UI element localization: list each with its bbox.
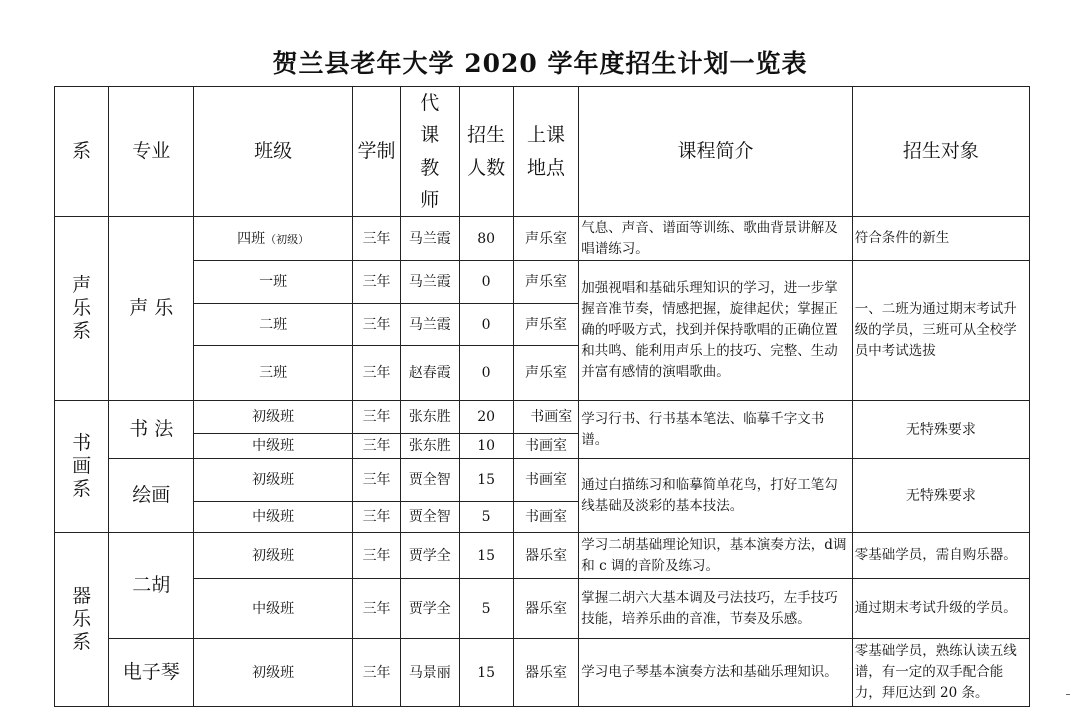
page-title: 贺兰县老年大学 2020 学年度招生计划一览表: [272, 49, 808, 78]
header-duration: 学制: [353, 87, 401, 217]
enroll-cell: 20: [459, 401, 513, 434]
teacher-cell: 马景丽: [401, 639, 459, 707]
duration-cell: 三年: [353, 217, 401, 261]
course-desc: 学习行书、行书基本笔法、临摹千字文书谱。: [579, 401, 852, 459]
course-desc: 通过白描练习和临摹简单花鸟，打好工笔勾线基础及淡彩的基本技法。: [579, 459, 852, 533]
class-cell: 四班（初级）: [194, 217, 353, 261]
enroll-cell: 15: [459, 533, 513, 579]
location-cell: 声乐室: [513, 304, 579, 346]
major-vocal: 声 乐: [109, 217, 194, 401]
duration-cell: 三年: [353, 434, 401, 459]
table-row: [55, 639, 1030, 707]
teacher-cell: 贾学全: [401, 533, 459, 579]
dept-instrument: 器乐系: [55, 533, 109, 707]
course-desc: 学习电子琴基本演奏方法和基础乐理知识。: [579, 639, 852, 707]
enroll-cell: 15: [459, 639, 513, 707]
course-desc: 掌握二胡六大基本调及弓法技巧，左手技巧技能，培养乐曲的音准，节奏及乐感。: [579, 579, 852, 639]
header-dept: 系: [55, 87, 109, 217]
header-row: [55, 87, 1030, 217]
duration-cell: 三年: [353, 346, 401, 401]
dept-art: 书画系: [55, 401, 109, 533]
enroll-cell: 80: [459, 217, 513, 261]
class-cell: 中级班: [194, 434, 353, 459]
teacher-cell: 马兰霞: [401, 304, 459, 346]
class-cell: 初级班: [194, 639, 353, 707]
class-cell: 二班: [194, 304, 353, 346]
class-cell: 初级班: [194, 459, 353, 502]
location-cell: 书画室: [513, 434, 579, 459]
target-cell: 无特殊要求: [852, 459, 1029, 533]
location-cell: 声乐室: [513, 217, 579, 261]
teacher-cell: 马兰霞: [401, 261, 459, 304]
major-calligraphy: 书 法: [109, 401, 194, 459]
enroll-cell: 0: [459, 261, 513, 304]
target-cell: 符合条件的新生: [852, 217, 1029, 261]
enroll-cell: 15: [459, 459, 513, 502]
teacher-cell: 贾全智: [401, 502, 459, 533]
class-cell: 初级班: [194, 401, 353, 434]
location-cell: 声乐室: [513, 346, 579, 401]
class-cell: 中级班: [194, 502, 353, 533]
header-class: 班级: [194, 87, 353, 217]
header-major: 专业: [109, 87, 194, 217]
table-row: [55, 579, 1030, 639]
teacher-cell: 马兰霞: [401, 217, 459, 261]
scan-mark: [1066, 694, 1070, 695]
enroll-cell: 10: [459, 434, 513, 459]
teacher-cell: 张东胜: [401, 434, 459, 459]
duration-cell: 三年: [353, 579, 401, 639]
class-cell: 初级班: [194, 533, 353, 579]
major-painting: 绘画: [109, 459, 194, 533]
target-cell: 零基础学员，熟练认读五线谱，有一定的双手配合能力，拜厄达到 20 条。: [852, 639, 1029, 707]
enroll-cell: 0: [459, 346, 513, 401]
location-cell: 器乐室: [513, 579, 579, 639]
location-cell: 器乐室: [513, 639, 579, 707]
class-cell: 中级班: [194, 579, 353, 639]
header-course: 课程简介: [579, 87, 852, 217]
teacher-cell: 贾全智: [401, 459, 459, 502]
dept-vocal: 声乐系: [55, 217, 109, 401]
target-cell: 零基础学员，需自购乐器。: [852, 533, 1029, 579]
teacher-cell: 赵春霞: [401, 346, 459, 401]
location-cell: 书画室: [513, 459, 579, 502]
duration-cell: 三年: [353, 261, 401, 304]
location-cell: 书画室: [513, 502, 579, 533]
major-keyboard: 电子琴: [109, 639, 194, 707]
table-row: [55, 401, 1030, 434]
enrollment-table: [54, 86, 1030, 707]
header-target: 招生对象: [852, 87, 1029, 217]
teacher-cell: 贾学全: [401, 579, 459, 639]
duration-cell: 三年: [353, 533, 401, 579]
location-cell: 声乐室: [513, 261, 579, 304]
target-cell: 通过期末考试升级的学员。: [852, 579, 1029, 639]
table-row: [55, 459, 1030, 502]
header-enroll: 招生人数: [459, 87, 513, 217]
table-row: [55, 533, 1030, 579]
duration-cell: 三年: [353, 459, 401, 502]
course-desc: 学习二胡基础理论知识，基本演奏方法，d调和 c 调的音阶及练习。: [579, 533, 852, 579]
duration-cell: 三年: [353, 502, 401, 533]
course-desc: 加强视唱和基础乐理知识的学习，进一步掌握音准节奏，情感把握，旋律起伏；掌握正确的呼吸方式，找到并保持歌唱的正确位置和共鸣、能利用声乐上的技巧、完整、生动并富有感情的演唱歌曲。: [579, 261, 852, 401]
enroll-cell: 0: [459, 304, 513, 346]
major-erhu: 二胡: [109, 533, 194, 639]
class-cell: 一班: [194, 261, 353, 304]
location-cell: 书画室: [513, 401, 579, 434]
header-teacher: 代课教师: [401, 87, 459, 217]
table-row: [55, 217, 1030, 261]
enroll-cell: 5: [459, 579, 513, 639]
duration-cell: 三年: [353, 304, 401, 346]
enroll-cell: 5: [459, 502, 513, 533]
target-cell: 无特殊要求: [852, 401, 1029, 459]
header-location: 上课地点: [513, 87, 579, 217]
teacher-cell: 张东胜: [401, 401, 459, 434]
class-cell: 三班: [194, 346, 353, 401]
duration-cell: 三年: [353, 401, 401, 434]
location-cell: 器乐室: [513, 533, 579, 579]
course-desc: 气息、声音、谱面等训练、歌曲背景讲解及唱谱练习。: [579, 217, 852, 261]
table-row: [55, 261, 1030, 304]
duration-cell: 三年: [353, 639, 401, 707]
target-cell: 一、二班为通过期末考试升级的学员，三班可从全校学员中考试选拔: [852, 261, 1029, 401]
